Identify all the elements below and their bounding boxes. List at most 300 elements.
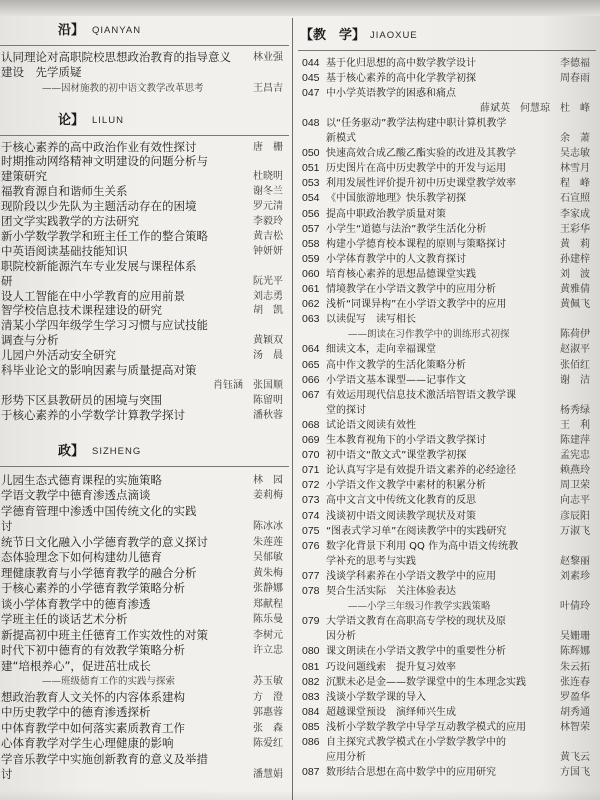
author-name: 余 萧 xyxy=(560,133,590,144)
author-name: 朱云拓 xyxy=(560,661,590,673)
toc-line xyxy=(298,86,594,101)
toc-line xyxy=(298,599,594,614)
section-title-en: SIZHENG xyxy=(92,446,142,457)
toc-line xyxy=(0,169,289,184)
page-number: 076 xyxy=(302,539,320,552)
author-name: 陈留明 xyxy=(253,394,283,406)
article-title: 心体育教学对学生心理健康的影响 xyxy=(1,736,174,750)
article-title: 情境教学在小学语文教学中的应用分析 xyxy=(326,284,496,295)
toc-line xyxy=(0,566,289,581)
author-name: 周春雨 xyxy=(560,72,590,84)
article-title: 学德育管理中渗透中国传统文化的实践 xyxy=(1,503,197,518)
toc-line xyxy=(298,478,594,493)
toc-line xyxy=(298,71,594,86)
toc-line xyxy=(298,705,594,720)
toc-line xyxy=(0,363,289,378)
section-rule xyxy=(298,50,596,51)
author-name: 李毅玲 xyxy=(253,216,283,227)
page-bottom-shadow xyxy=(0,790,600,800)
author-name: 林业强 xyxy=(253,51,283,63)
article-title: 清某小学四年级学生学习习惯与应试技能 xyxy=(1,318,208,333)
author-name: 姜莉梅 xyxy=(253,490,283,501)
author-name: 孙建梓 xyxy=(560,253,590,265)
author-name: 罗元清 xyxy=(253,201,283,213)
toc-line xyxy=(298,146,594,161)
toc-line xyxy=(298,614,594,629)
author-name: 杜晓明 xyxy=(253,171,283,183)
page-number: 082 xyxy=(302,675,320,688)
toc-line xyxy=(298,191,594,206)
article-title: 浅析小学数学教学中导学互动教学模式的应用 xyxy=(326,721,526,733)
toc-line xyxy=(298,765,594,780)
article-title: 浅谈学科素养在小学语文教学中的应用 xyxy=(326,570,496,582)
author-name: 方国飞 xyxy=(560,767,590,779)
article-title: 研 xyxy=(1,273,13,288)
author-name: 黄飞云 xyxy=(560,752,590,764)
toc-line xyxy=(0,274,289,289)
article-title: 论认真写字是有效提升语文素养的必经途径 xyxy=(326,465,516,477)
toc-line xyxy=(298,176,594,191)
article-title: 试论语文阅读有效性 xyxy=(326,419,416,431)
article-title: 浅析“同课异构”在小学语文教学中的应用 xyxy=(326,299,507,311)
article-title: 调查与分析 xyxy=(1,333,59,348)
toc-line xyxy=(0,643,289,658)
toc-line xyxy=(298,418,594,433)
toc-line xyxy=(298,584,594,599)
toc-line xyxy=(0,519,289,534)
page-number: 070 xyxy=(302,449,320,462)
toc-line xyxy=(0,628,289,643)
author-name: 胡秀通 xyxy=(560,706,590,718)
article-title: 中体育教学中如何落实素质教育工作 xyxy=(1,720,185,735)
article-title: 构建小学德育校本课程的原则与策略探讨 xyxy=(326,238,506,250)
article-title: 谈小学体育教学中的德育渗透 xyxy=(1,596,151,611)
page-number: 078 xyxy=(302,585,320,597)
article-title: 因分析 xyxy=(326,631,356,643)
author-name: 张连春 xyxy=(560,676,590,688)
toc-line xyxy=(0,488,289,503)
toc-line xyxy=(298,629,594,644)
article-title: 应用分析 xyxy=(326,752,366,764)
author-name: 林 园 xyxy=(253,474,283,486)
article-title: 科毕业论文的影响因素与质量提高对策 xyxy=(1,363,197,377)
author-name: 陈爱红 xyxy=(253,738,283,749)
author-name: 赵淑平 xyxy=(560,344,590,356)
author-name: 胡 凯 xyxy=(253,305,283,317)
article-title: 讨 xyxy=(1,519,13,533)
author-name: 向志平 xyxy=(560,495,590,507)
page-number: 060 xyxy=(302,267,320,280)
page-number: 084 xyxy=(302,705,320,718)
author-name: 刘素珍 xyxy=(560,570,590,582)
toc-line xyxy=(298,493,594,508)
article-title: 建“培根养心”，促进茁壮成长 xyxy=(1,658,151,673)
article-title: 新小学数学教学和班主任工作的整合策略 xyxy=(1,228,208,243)
author-name: 吴志敏 xyxy=(560,148,590,160)
author-name: 林智荣 xyxy=(560,721,590,733)
toc-line xyxy=(298,690,594,705)
toc-line xyxy=(0,752,289,767)
toc-line xyxy=(298,267,594,282)
toc-line xyxy=(0,184,289,199)
page-number: 050 xyxy=(302,147,320,160)
author-name: 黄佩飞 xyxy=(560,299,590,311)
page-number: 045 xyxy=(302,71,320,84)
article-title: 学语文教学中德育渗透点滴谈 xyxy=(1,488,151,502)
author-name: 李德福 xyxy=(560,57,590,69)
author-name: 赵黎丽 xyxy=(560,555,590,567)
article-title: 基于核心素养的高中化学教学初探 xyxy=(326,72,476,84)
article-title: 数字化背景下利用 QQ 作为高中语文传统教 xyxy=(326,540,519,552)
page-number: 061 xyxy=(302,283,320,295)
section-header xyxy=(0,112,289,130)
toc-line xyxy=(298,131,594,146)
article-title: 建策研究 xyxy=(1,169,47,184)
toc-line xyxy=(0,535,289,550)
toc-line xyxy=(298,161,594,176)
toc-line xyxy=(298,101,594,116)
article-title: 于核心素养的小学数学计算教学探讨 xyxy=(1,407,185,422)
toc-line xyxy=(298,252,594,267)
article-title: 统节日文化融入小学德育教学的意义探讨 xyxy=(1,534,208,549)
article-title: 超越课堂预设 演绎师兴生成 xyxy=(326,706,456,718)
author-name: 潘秋蓉 xyxy=(253,409,283,421)
toc-line xyxy=(298,116,594,131)
section-header xyxy=(0,22,289,40)
author-name: 黄朱梅 xyxy=(253,567,283,579)
author-name: 郑献程 xyxy=(253,598,283,610)
page-number: 072 xyxy=(302,479,320,492)
article-title: 于核心素养的高中政治作业有效性探讨 xyxy=(1,139,197,154)
toc-line xyxy=(0,199,289,214)
toc-line xyxy=(298,644,594,659)
author-name: 石宣照 xyxy=(560,193,590,205)
toc-line xyxy=(298,327,594,342)
author-name: 王 利 xyxy=(560,419,590,431)
page-number: 087 xyxy=(302,766,320,779)
left-column xyxy=(0,0,289,800)
article-title: 有效运用现代信息技术激活培智语文教学课 xyxy=(326,389,516,401)
author-name: 许立忠 xyxy=(253,645,283,656)
article-title: 以读促写 读写相长 xyxy=(326,314,416,326)
author-name: 林雪月 xyxy=(560,163,590,175)
author-name: 唐 栅 xyxy=(253,141,283,153)
page-number: 048 xyxy=(302,116,320,129)
author-name: 黄颖双 xyxy=(253,335,283,347)
author-name: 钟妍妍 xyxy=(253,245,283,257)
article-title: 高中作文教学的生活化策略分析 xyxy=(326,359,466,371)
author-name: 谢 洁 xyxy=(560,374,590,386)
toc-line xyxy=(298,56,594,71)
page-number: 053 xyxy=(302,177,320,190)
page-number: 074 xyxy=(302,509,320,522)
toc-line xyxy=(0,597,289,612)
article-title: 学音乐教学中实施创新教育的意义及举措 xyxy=(1,751,208,766)
author-name: 周卫荣 xyxy=(560,480,590,492)
toc-line xyxy=(298,403,594,418)
author-name: 罗盈华 xyxy=(560,691,590,703)
page-number: 068 xyxy=(302,418,320,431)
article-title: 以“任务驱动”教学法构建中职计算机教学 xyxy=(326,117,507,129)
article-title: 数形结合思想在高中数学中的应用研究 xyxy=(326,767,496,779)
author-name: 张佰红 xyxy=(560,359,590,371)
page-number: 077 xyxy=(302,569,320,582)
toc-line xyxy=(298,554,594,569)
author-name: 王彩华 xyxy=(560,223,590,235)
toc-line xyxy=(298,433,594,448)
section-header xyxy=(298,27,596,45)
section-rule xyxy=(0,135,289,136)
section-title-cn: 【教 学】 xyxy=(300,28,366,43)
toc-line xyxy=(298,675,594,690)
toc-line xyxy=(0,581,289,596)
section-title-cn: 论】 xyxy=(58,113,85,128)
article-title: 基于化归思想的高中数学教学设计 xyxy=(326,57,476,69)
page-number: 056 xyxy=(302,207,320,220)
author-name: 潘慧娟 xyxy=(253,769,283,780)
author-name: 黄雅倩 xyxy=(560,284,590,295)
toc-line xyxy=(0,81,289,96)
page-number: 047 xyxy=(302,86,320,99)
author-name: 王昌吉 xyxy=(253,82,283,94)
article-title: 新模式 xyxy=(326,133,356,144)
toc-line xyxy=(0,333,289,348)
article-title: 高中文言文中传统文化教育的反思 xyxy=(326,495,476,507)
author-name: 彦辰阳 xyxy=(560,510,590,522)
article-title: 职院校新能源汽车专业发展与课程体系 xyxy=(1,258,197,273)
article-title: 学班主任的谈话艺术分析 xyxy=(1,612,128,626)
page-number: 067 xyxy=(302,388,320,401)
toc-line xyxy=(0,303,289,318)
section-header xyxy=(0,443,289,461)
article-title: 浅谈初中语文阅读教学现状及对策 xyxy=(326,510,476,522)
article-title: “图表式学习单”在阅读教学中的实践研究 xyxy=(326,525,507,537)
article-title: 课文朗读在小学语文教学中的重要性分析 xyxy=(326,646,506,658)
toc-line xyxy=(298,524,594,539)
author-name: 张静娜 xyxy=(253,583,283,594)
toc-line xyxy=(298,448,594,463)
page-number: 080 xyxy=(302,645,320,658)
article-title: 契合生活实际 关注体验表达 xyxy=(326,586,456,597)
toc-line xyxy=(298,660,594,675)
toc-line xyxy=(298,569,594,584)
toc-line xyxy=(0,504,289,519)
author-name: 薛斌英 何慧琼 杜 峰 xyxy=(480,102,590,114)
toc-line xyxy=(0,690,289,705)
article-title: 中小学英语教学的困惑和痛点 xyxy=(326,87,456,99)
article-title: 儿园户外活动安全研究 xyxy=(1,348,116,363)
toc-line xyxy=(0,408,289,423)
author-name: 方 澄 xyxy=(253,691,283,703)
page-number: 062 xyxy=(302,298,320,311)
toc-line xyxy=(298,207,594,222)
author-name: 赖燕玲 xyxy=(560,465,590,477)
toc-line xyxy=(0,473,289,488)
article-title: 利用发展性评价提升初中历史课堂教学效率 xyxy=(326,178,516,190)
author-name: 黄吉松 xyxy=(253,230,283,242)
article-title: 时期推动网络精神文明建设的问题分析与 xyxy=(1,154,208,169)
right-column xyxy=(298,0,596,800)
toc-line xyxy=(298,373,594,388)
toc-line xyxy=(298,750,594,765)
toc-line xyxy=(0,550,289,565)
article-title: 小学生“道德与法治”教学生活化分析 xyxy=(326,223,487,235)
page-number: 073 xyxy=(302,494,320,507)
author-name: 苏玉敏 xyxy=(253,676,283,687)
page-number: 065 xyxy=(302,358,320,371)
toc-line xyxy=(298,358,594,373)
section-title-cn: 政】 xyxy=(58,444,85,459)
toc-line xyxy=(298,509,594,524)
page-number: 064 xyxy=(302,343,320,356)
toc-line xyxy=(0,721,289,736)
author-name: 陈建萍 xyxy=(560,435,590,446)
author-name: 孟宪忠 xyxy=(560,450,590,462)
author-name: 吴郁敏 xyxy=(253,552,283,563)
article-title: 自主探究式教学模式在小学数学教学中的 xyxy=(326,737,506,748)
article-title: 培育核心素养的思想品德课堂实践 xyxy=(326,268,476,280)
article-subtitle: ——朗读在习作教学中的训练形式初探 xyxy=(348,329,510,341)
toc-line xyxy=(0,154,289,169)
author-name: 汤 晨 xyxy=(253,350,283,362)
toc-line xyxy=(298,312,594,327)
toc-line xyxy=(0,289,289,304)
toc-line xyxy=(0,674,289,689)
article-title: 想政治教育人文关怀的内容体系建构 xyxy=(1,689,185,704)
article-title: 福教育源自和谐师生关系 xyxy=(1,184,128,199)
toc-line xyxy=(298,720,594,735)
toc-line xyxy=(0,705,289,720)
toc-line xyxy=(0,348,289,363)
article-title: 快速高效合成乙酸乙酯实验的改进及其教学 xyxy=(326,148,516,160)
toc-line xyxy=(0,767,289,782)
article-title: 历史图片在高中历史教学中的开发与运用 xyxy=(326,163,506,175)
page-number: 081 xyxy=(302,660,320,673)
column-divider xyxy=(292,18,293,800)
toc-line xyxy=(0,50,289,65)
page-number: 083 xyxy=(302,690,320,703)
page-number: 086 xyxy=(302,736,320,748)
page-number: 063 xyxy=(302,313,320,326)
author-name: 杨秀绿 xyxy=(560,404,590,416)
page-number: 066 xyxy=(302,373,320,386)
page-number: 085 xyxy=(302,720,320,733)
article-title: 堂的探讨 xyxy=(326,404,366,416)
section-title-en: LILUN xyxy=(92,115,124,126)
author-name: 阮光平 xyxy=(253,275,283,287)
toc-line xyxy=(0,65,289,80)
article-title: 学补充的思考与实践 xyxy=(326,555,416,567)
article-title: 形势下区县教研员的困境与突围 xyxy=(1,392,162,407)
author-name: 叶倩玲 xyxy=(560,601,590,613)
page-number: 059 xyxy=(302,252,320,265)
section-rule xyxy=(0,45,289,46)
article-title: 新提高初中班主任德育工作实效性的对策 xyxy=(1,627,208,642)
toc-line xyxy=(298,388,594,403)
toc-line xyxy=(0,318,289,333)
author-name: 谢冬兰 xyxy=(253,186,283,198)
article-title: 巧设问题线索 提升复习效率 xyxy=(326,661,456,673)
article-title: 团文学实践教学的方法研究 xyxy=(1,214,139,228)
article-subtitle: ——小学三年级习作教学实践策略 xyxy=(348,601,491,613)
page-number: 075 xyxy=(302,524,320,537)
author-name: 陈乐曼 xyxy=(253,614,283,625)
article-title: 智学校信息技术课程建设的研究 xyxy=(1,303,162,318)
author-name: 万淑飞 xyxy=(560,525,590,537)
toc-line xyxy=(0,229,289,244)
article-title: 儿园生态式德育课程的实施策略 xyxy=(1,472,162,487)
section-title-en: QIANYAN xyxy=(92,25,142,36)
article-title: 小学语文作文教学中素材的积累分析 xyxy=(326,480,486,492)
toc-line xyxy=(298,297,594,312)
article-title: 设人工智能在中小学教育的应用前景 xyxy=(1,288,185,303)
toc-line xyxy=(298,539,594,554)
section-rule xyxy=(0,466,289,467)
article-title: 提高中职政治教学质量对策 xyxy=(326,208,446,220)
toc-line xyxy=(0,393,289,408)
article-subtitle: ——班级德育工作的实践与探索 xyxy=(42,676,176,687)
article-title: 态体验理念下如何构建幼儿德育 xyxy=(1,550,162,564)
article-title: 小学语文基本课型——记事作文 xyxy=(326,374,466,386)
page-number: 071 xyxy=(302,464,320,477)
article-title: 时代下初中德育的有效教学策略分析 xyxy=(1,643,185,657)
author-name: 刘志勇 xyxy=(253,290,283,302)
page-number: 069 xyxy=(302,434,320,446)
author-name: 张 森 xyxy=(253,722,283,734)
author-name: 李家成 xyxy=(560,208,590,220)
article-title: 生本教育视角下的小学语文教学探讨 xyxy=(326,435,486,446)
article-title: 大学语文教育在高职高专学校的现状及原 xyxy=(326,616,506,628)
toc-line xyxy=(298,237,594,252)
toc-line xyxy=(298,282,594,297)
author-name: 肖钰涵 张国顺 xyxy=(213,379,283,391)
author-name: 郭惠蓉 xyxy=(253,707,283,718)
article-title: 认同理论对高职院校思想政治教育的指导意义 xyxy=(1,49,231,64)
page-number: 044 xyxy=(302,56,320,69)
toc-line xyxy=(298,463,594,478)
article-title: 初中语文“散文式”课堂教学初探 xyxy=(326,450,467,462)
author-name: 刘 波 xyxy=(560,268,590,280)
article-subtitle: ——因材施教的初中语文教学改革思考 xyxy=(42,82,204,94)
author-name: 陈辉娜 xyxy=(560,646,590,658)
article-title: 沉默未必是金——数学课堂中的生本理念实践 xyxy=(326,676,526,688)
author-name: 朱莲莲 xyxy=(253,536,283,548)
article-title: 建设 先学质疑 xyxy=(1,65,82,79)
page-number: 057 xyxy=(302,222,320,235)
section-title-en: JIAOXUE xyxy=(370,30,418,41)
article-title: 讨 xyxy=(1,767,13,781)
article-title: 中历史教学中的德育渗透探析 xyxy=(1,705,151,719)
toc-line xyxy=(0,244,289,259)
toc-line xyxy=(298,342,594,357)
toc-line xyxy=(298,222,594,237)
toc-line xyxy=(0,259,289,274)
author-name: 吴姗珊 xyxy=(560,631,590,643)
article-title: 浅谈小学数学课的导入 xyxy=(326,691,426,703)
article-title: 《中国旅游地理》快乐教学初探 xyxy=(326,193,466,205)
author-name: 李树元 xyxy=(253,629,283,641)
page-number: 079 xyxy=(302,615,320,628)
toc-line xyxy=(0,378,289,393)
author-name: 程 峰 xyxy=(560,178,590,190)
article-title: 现阶段以少先队为主题活动存在的困境 xyxy=(1,199,197,214)
article-title: 小学体育教学中的人文教育探讨 xyxy=(326,253,466,265)
toc-line xyxy=(298,735,594,750)
toc-line xyxy=(0,214,289,229)
toc-line xyxy=(0,612,289,627)
page-number: 058 xyxy=(302,237,320,250)
article-title: 中英语阅读基础技能知识 xyxy=(1,243,128,258)
